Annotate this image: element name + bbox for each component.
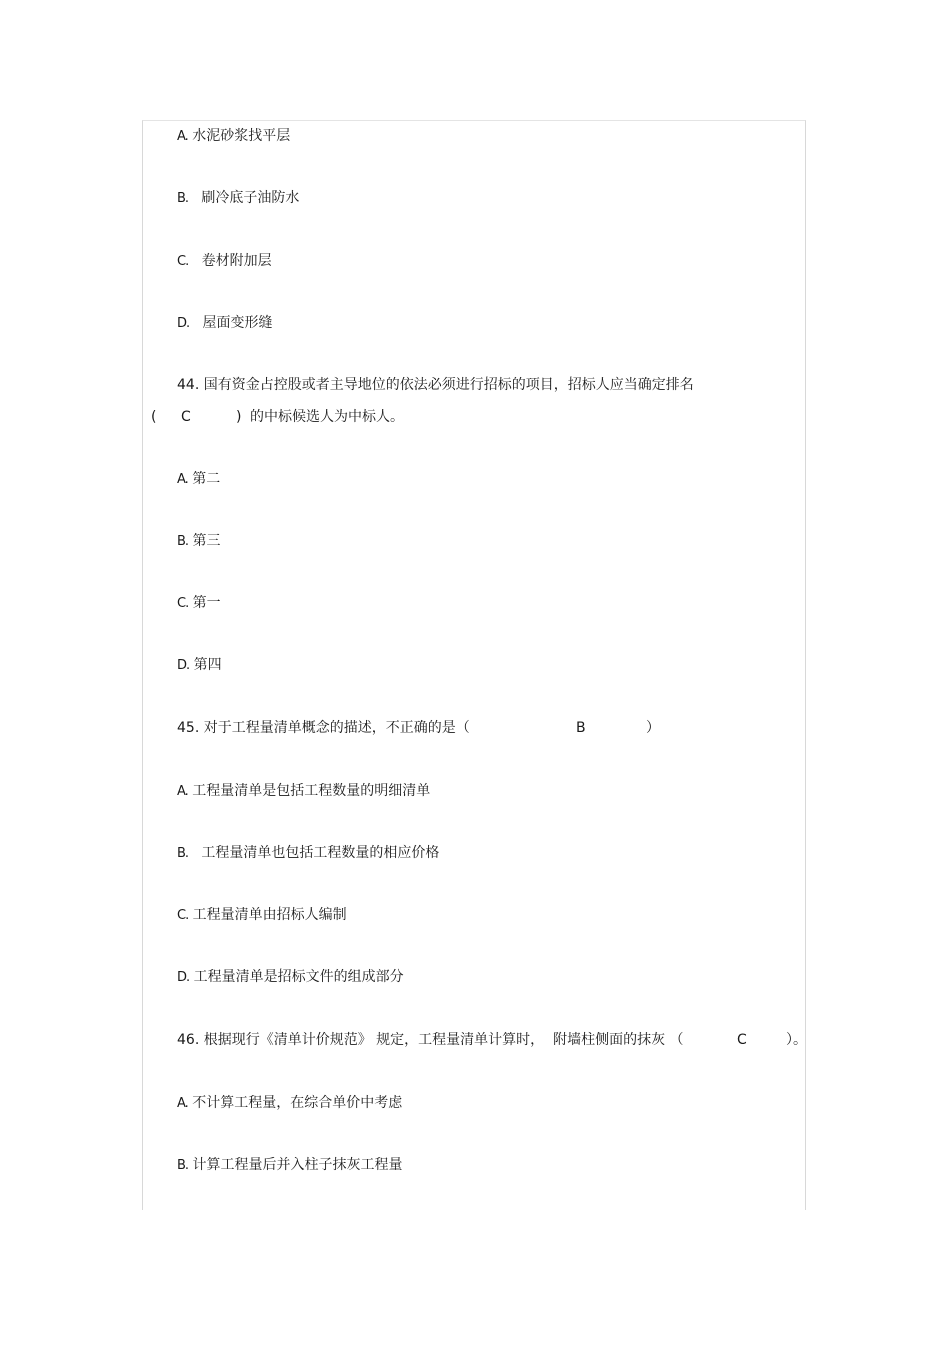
option-b — [177, 189, 299, 208]
option-text: 工程量清单是招标文件的组成部分 — [193, 969, 404, 985]
q44-option-d — [177, 656, 222, 675]
option-letter: A. — [177, 129, 188, 144]
option-a — [177, 127, 290, 146]
q44-option-a — [177, 470, 220, 489]
q46-option-b — [177, 1156, 403, 1175]
option-text: 不计算工程量，在综合单价中考虑 — [192, 1095, 403, 1111]
q45-option-c — [177, 906, 347, 925]
q44-stem-line2: 的中标候选人为中标人。 — [250, 409, 404, 425]
option-text: 工程量清单是包括工程数量的明细清单 — [192, 783, 431, 799]
option-letter: C. — [177, 908, 189, 923]
q46-stem: 46. 根据现行《清单计价规范》 规定，工程量清单计算时， 附墙柱侧面的抹灰 （ — [177, 1032, 684, 1048]
option-letter: D. — [177, 970, 190, 985]
option-text: 屋面变形缝 — [202, 315, 273, 331]
option-text: 第四 — [193, 657, 222, 673]
option-d — [177, 314, 273, 333]
option-letter: B. — [177, 1158, 189, 1173]
option-text: 卷材附加层 — [201, 253, 272, 269]
q44-answer: C — [181, 409, 191, 425]
option-letter: A. — [177, 1096, 188, 1111]
option-letter: B. — [177, 534, 189, 549]
option-text: 计算工程量后并入柱子抹灰工程量 — [192, 1157, 403, 1173]
q45-paren-close: ） — [646, 720, 660, 736]
option-text: 第二 — [192, 471, 221, 487]
q45-option-b — [177, 844, 439, 863]
q44-option-b — [177, 532, 221, 551]
option-letter: B. — [177, 846, 189, 861]
option-letter: A. — [177, 472, 188, 487]
option-letter: D. — [177, 658, 190, 673]
q44-paren-close: ) — [236, 409, 242, 425]
option-text: 工程量清单由招标人编制 — [192, 907, 347, 923]
option-text: 第三 — [192, 533, 221, 549]
option-letter: B. — [177, 191, 189, 206]
option-letter: C. — [177, 254, 189, 269]
option-text: 工程量清单也包括工程数量的相应价格 — [201, 845, 440, 861]
option-text: 刷冷底子油防水 — [201, 190, 300, 206]
option-c — [177, 252, 272, 271]
option-text: 水泥砂浆找平层 — [192, 128, 291, 144]
q45-answer: B — [576, 720, 586, 736]
q44-paren-open: ( — [151, 409, 157, 425]
option-text: 第一 — [192, 595, 221, 611]
option-letter: D. — [177, 316, 190, 331]
q45-stem: 45. 对于工程量清单概念的描述，不正确的是（ — [177, 720, 470, 736]
q46-paren-close: ）。 — [786, 1032, 807, 1048]
q45-option-a — [177, 782, 430, 801]
option-letter: A. — [177, 784, 188, 799]
option-letter: C. — [177, 596, 189, 611]
q45-option-d — [177, 968, 404, 987]
q46-answer: C — [737, 1032, 747, 1048]
q44-stem-line1: 44. 国有资金占控股或者主导地位的依法必须进行招标的项目，招标人应当确定排名 — [177, 377, 694, 393]
q44-option-c — [177, 594, 221, 613]
q46-option-a — [177, 1094, 402, 1113]
